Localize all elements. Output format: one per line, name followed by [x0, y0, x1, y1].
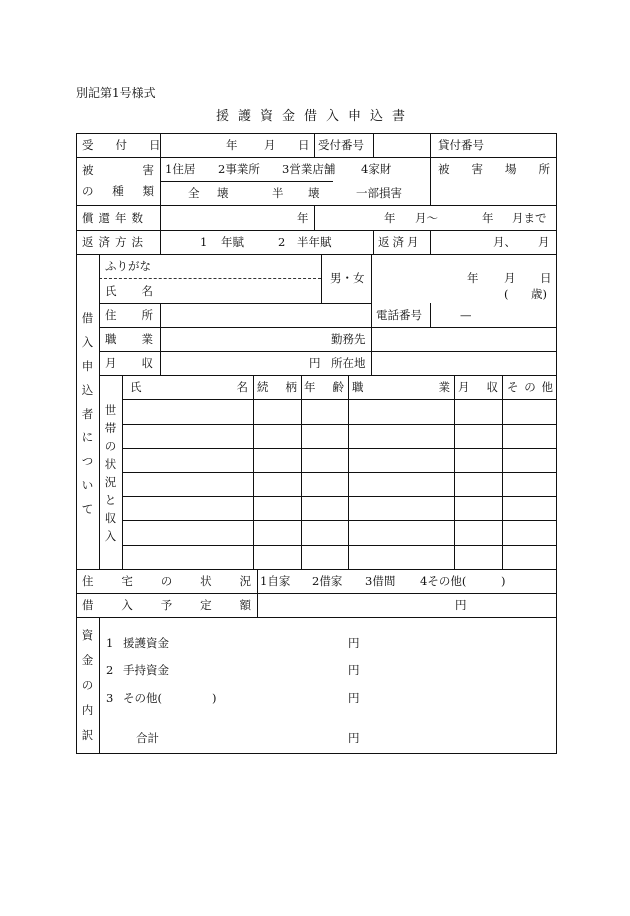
phone-dash: — — [460, 308, 472, 322]
housing-status-label: 住 宅 の 状 況 — [82, 574, 251, 588]
application-form-table — [76, 133, 557, 754]
fund-item-2-yen: 円 — [348, 663, 360, 677]
repayment-years-label: 償還年数 — [82, 211, 148, 225]
housing-other-close: ) — [501, 574, 506, 588]
fund-item-3-close: ) — [212, 691, 217, 705]
fund-item-2-name: 手持資金 — [123, 663, 169, 677]
damage-degree-total-2[interactable]: 壊 — [217, 186, 229, 200]
repayment-method-label: 返済方法 — [82, 235, 148, 249]
housing-room[interactable]: 3借間 — [365, 574, 396, 588]
work-location-label: 所在地 — [331, 356, 366, 370]
furigana-label: ふりがな — [105, 259, 151, 273]
repayment-month-label: 返済月 — [378, 235, 422, 249]
fund-item-1-no: 1 — [106, 636, 114, 650]
damage-degree-half-1[interactable]: 半 — [272, 186, 284, 200]
fund-item-1-yen: 円 — [348, 636, 360, 650]
income-yen-unit: 円 — [309, 356, 321, 370]
funds-breakdown-side-label: 資 金 の 内 訳 — [81, 628, 94, 742]
damage-type-label-2: の 種 類 — [82, 184, 154, 198]
repayment-years-unit: 年 — [297, 211, 309, 225]
form-number-label: 別記第1号様式 — [76, 86, 156, 100]
damage-type-housing[interactable]: 1住居 — [165, 162, 196, 176]
workplace-label: 勤務先 — [331, 332, 366, 346]
phone-label: 電話番号 — [376, 308, 422, 322]
fund-total-yen: 円 — [348, 731, 360, 745]
period-end-year: 年 — [482, 211, 494, 225]
damage-type-label-1: 被 害 — [82, 163, 154, 177]
age-unit: 歳) — [531, 287, 547, 301]
planned-loan-amount-label: 借 入 予 定 額 — [82, 598, 251, 612]
received-month: 月 — [264, 138, 276, 152]
repayment-month-2: 月 — [538, 235, 550, 249]
fund-item-3-no: 3 — [106, 691, 114, 705]
method-semiannual-no: 2 — [278, 235, 286, 249]
received-day: 日 — [298, 138, 310, 152]
household-relation-header: 続 柄 — [257, 380, 297, 394]
repayment-month-1: 月、 — [493, 235, 516, 249]
page-title: 援護資金借入申込書 — [215, 109, 414, 124]
received-date-label: 受付日 — [82, 138, 183, 152]
household-occupation-header: 職 業 — [352, 380, 450, 394]
fund-item-2-no: 2 — [106, 663, 114, 677]
fund-total-label: 合計 — [136, 731, 159, 745]
housing-rented[interactable]: 2借家 — [312, 574, 343, 588]
age-open: ( — [504, 287, 509, 301]
household-name-header: 氏 名 — [130, 380, 248, 394]
birth-day: 日 — [540, 271, 552, 285]
household-other-header: そ の 他 — [507, 380, 553, 394]
birth-month: 月 — [504, 271, 516, 285]
name-label: 氏 名 — [105, 284, 153, 298]
birth-year: 年 — [467, 271, 479, 285]
household-side-label: 世 帯 の 状 況 と 収 入 — [104, 403, 117, 543]
method-annual[interactable]: 年賦 — [221, 235, 244, 249]
damage-place-label: 被 害 場 所 — [438, 162, 550, 176]
household-income-header: 月 収 — [458, 380, 498, 394]
damage-degree-partial[interactable]: 一部損害 — [356, 186, 402, 200]
applicant-side-label: 借 入 申 込 者 に つ い て — [81, 311, 94, 516]
fund-item-3-yen: 円 — [348, 691, 360, 705]
period-end-month: 月まで — [512, 211, 547, 225]
damage-type-household-goods[interactable]: 4家財 — [361, 162, 392, 176]
damage-type-office[interactable]: 2事業所 — [218, 162, 260, 176]
sex-options[interactable]: 男・女 — [330, 271, 365, 285]
address-label: 住 所 — [105, 308, 153, 322]
receipt-number-label: 受付番号 — [318, 138, 364, 152]
housing-other[interactable]: 4その他( — [420, 574, 467, 588]
damage-degree-half-2[interactable]: 壊 — [308, 186, 320, 200]
period-start-month: 月〜 — [415, 211, 438, 225]
housing-own[interactable]: 1自家 — [260, 574, 291, 588]
received-year: 年 — [226, 138, 238, 152]
household-age-header: 年 齢 — [304, 380, 344, 394]
method-annual-no: 1 — [200, 235, 208, 249]
period-start-year: 年 — [384, 211, 396, 225]
occupation-label: 職 業 — [105, 332, 153, 346]
planned-amount-yen: 円 — [455, 598, 467, 612]
fund-item-3-name: その他( — [123, 691, 162, 705]
monthly-income-label: 月 収 — [105, 356, 153, 370]
method-semiannual[interactable]: 半年賦 — [297, 235, 332, 249]
loan-number-label: 貸付番号 — [438, 138, 484, 152]
damage-type-store[interactable]: 3営業店舗 — [282, 162, 336, 176]
damage-degree-total-1[interactable]: 全 — [188, 186, 200, 200]
fund-item-1-name: 援護資金 — [123, 636, 169, 650]
